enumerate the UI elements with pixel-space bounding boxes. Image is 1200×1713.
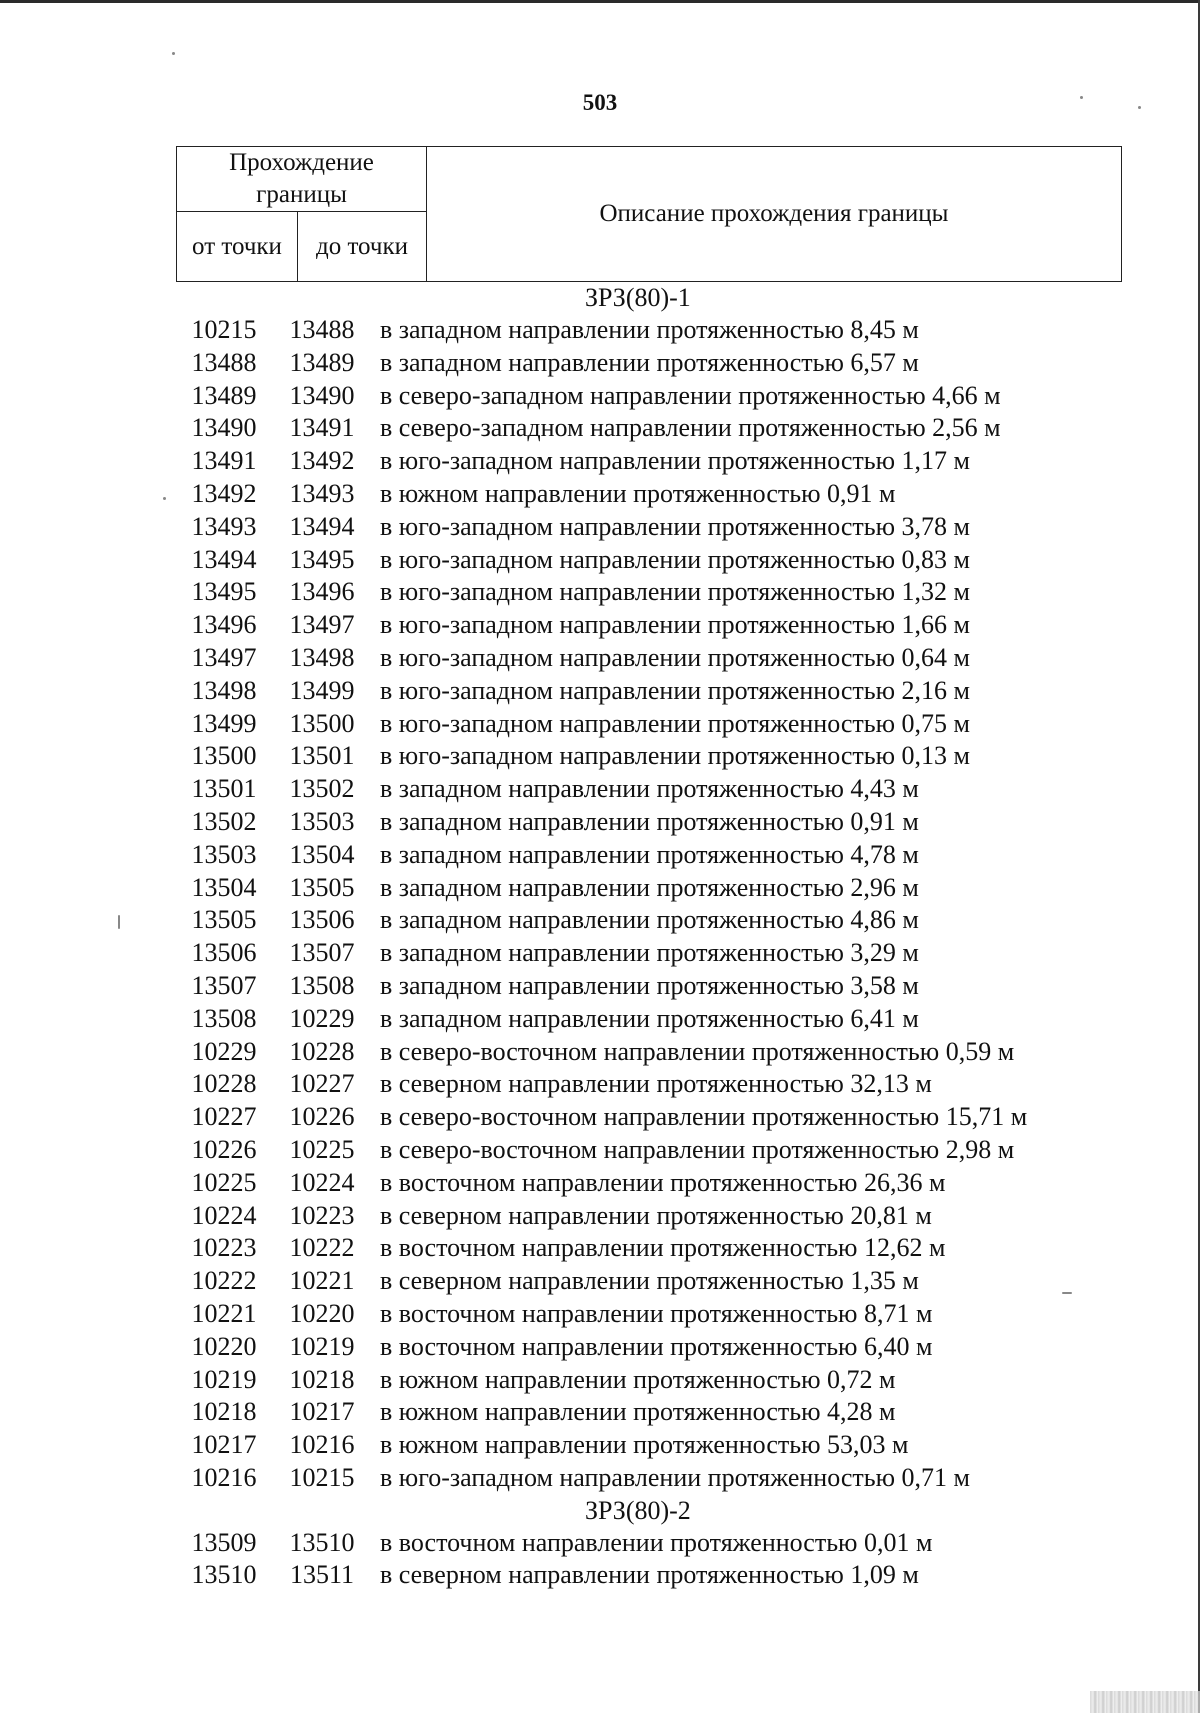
table-row: [176, 642, 1122, 675]
boundary-description: в юго-западном направлении протяженностью 1,66 м: [380, 610, 970, 640]
boundary-description: в северо-западном направлении протяженностью 4,66 м: [380, 380, 1001, 410]
table-row: [176, 937, 1122, 970]
to-point: 13497: [289, 610, 355, 640]
to-point: 10217: [289, 1397, 355, 1427]
from-point: 10227: [191, 1102, 257, 1132]
to-point: 10229: [289, 1003, 355, 1033]
boundary-description: в западном направлении протяженностью 0,91 м: [380, 806, 919, 836]
from-point: 10225: [191, 1167, 257, 1197]
from-point: 10223: [191, 1233, 257, 1263]
table-row: [176, 1462, 1122, 1495]
from-point: 13503: [191, 839, 257, 869]
from-point: 13498: [191, 675, 257, 705]
table-row: [176, 1101, 1122, 1134]
table-header: [176, 146, 1122, 282]
table-row: [176, 544, 1122, 577]
to-point: 10224: [289, 1167, 355, 1197]
to-point: 10220: [289, 1298, 355, 1328]
scan-speck: [118, 915, 120, 929]
table-row: [176, 675, 1122, 708]
scan-speck: [172, 52, 175, 55]
table-row: [176, 576, 1122, 609]
table-row: [176, 1036, 1122, 1069]
to-point: 10228: [289, 1036, 355, 1066]
to-point: 10216: [289, 1430, 355, 1460]
to-point: 13488: [289, 315, 355, 344]
header-from-label: от точки: [177, 212, 298, 282]
boundary-description: в западном направлении протяженностью 4,78 м: [380, 839, 919, 869]
table-row: [176, 380, 1122, 413]
boundary-description: в восточном направлении протяженностью 8,71 м: [380, 1298, 933, 1328]
from-point: 13504: [191, 872, 257, 902]
to-point: 13495: [289, 544, 355, 574]
table-row: [176, 445, 1122, 478]
to-point: 10227: [289, 1069, 355, 1099]
table-row: [176, 347, 1122, 380]
table-row: [176, 609, 1122, 642]
to-point: 13511: [289, 1560, 355, 1590]
table-row: [176, 1559, 1122, 1592]
from-point: 10215: [191, 315, 257, 344]
boundary-description: в юго-западном направлении протяженностью 1,32 м: [380, 577, 970, 607]
to-point: 13507: [289, 938, 355, 968]
header-passage-label: Прохождение границы: [177, 147, 427, 212]
from-point: 13500: [191, 741, 257, 771]
from-point: 10217: [191, 1430, 257, 1460]
boundary-description: в южном направлении протяженностью 0,72 м: [380, 1364, 896, 1394]
from-point: 10226: [191, 1134, 257, 1164]
from-point: 13505: [191, 905, 257, 935]
boundary-description: в северном направлении протяженностью 20,81 м: [380, 1200, 932, 1230]
boundary-description: в юго-западном направлении протяженностью 3,78 м: [380, 511, 970, 541]
from-point: 10224: [191, 1200, 257, 1230]
boundary-description: в западном направлении протяженностью 2,96 м: [380, 872, 919, 902]
boundary-description: в западном направлении протяженностью 6,57 м: [380, 347, 919, 377]
to-point: 10225: [289, 1134, 355, 1164]
header-description-label: Описание прохождения границы: [427, 147, 1122, 282]
to-point: 13489: [289, 347, 355, 377]
scan-speck: [1138, 106, 1141, 109]
from-point: 13502: [191, 806, 257, 836]
from-point: 13490: [191, 413, 257, 443]
table-row: [176, 1527, 1122, 1560]
to-point: 13503: [289, 806, 355, 836]
boundary-description: в южном направлении протяженностью 4,28 м: [380, 1397, 896, 1427]
boundary-description: в западном направлении протяженностью 6,41 м: [380, 1003, 919, 1033]
to-point: 13502: [289, 774, 355, 804]
from-point: 13495: [191, 577, 257, 607]
table-row: [176, 1200, 1122, 1233]
scan-noise: [1090, 1691, 1200, 1713]
boundary-description: в северо-восточном направлении протяженностью 2,98 м: [380, 1134, 1015, 1164]
to-point: 13499: [289, 675, 355, 705]
table-row: [176, 1265, 1122, 1298]
boundary-description: в северо-восточном направлении протяженностью 0,59 м: [380, 1036, 1015, 1066]
to-point: 13501: [289, 741, 355, 771]
table-row: [176, 872, 1122, 905]
from-point: 13488: [191, 347, 257, 377]
boundary-description: в северо-западном направлении протяженностью 2,56 м: [380, 413, 1001, 443]
scan-speck: [163, 497, 166, 500]
to-point: 13510: [289, 1527, 355, 1557]
table-row: [176, 1134, 1122, 1167]
to-point: 13491: [289, 413, 355, 443]
from-point: 10221: [191, 1298, 257, 1328]
boundary-description: в западном направлении протяженностью 8,45 м: [380, 315, 919, 344]
boundary-description: в северном направлении протяженностью 1,09 м: [380, 1560, 919, 1590]
from-point: 13497: [191, 642, 257, 672]
table-row: [176, 740, 1122, 773]
table-row: [176, 1232, 1122, 1265]
from-point: 13501: [191, 774, 257, 804]
from-point: 10220: [191, 1331, 257, 1361]
to-point: 13494: [289, 511, 355, 541]
to-point: 10221: [289, 1266, 355, 1296]
from-point: 13507: [191, 970, 257, 1000]
from-point: 10219: [191, 1364, 257, 1394]
boundary-description: в западном направлении протяженностью 3,29 м: [380, 938, 919, 968]
boundary-description: в юго-западном направлении протяженностью 0,13 м: [380, 741, 970, 771]
table-row: [176, 1167, 1122, 1200]
boundary-description: в северо-восточном направлении протяженностью 15,71 м: [380, 1102, 1028, 1132]
from-point: 13493: [191, 511, 257, 541]
from-point: 13491: [191, 446, 257, 476]
boundary-description: в восточном направлении протяженностью 6,40 м: [380, 1331, 933, 1361]
to-point: 13498: [289, 642, 355, 672]
from-point: 13489: [191, 380, 257, 410]
to-point: 13504: [289, 839, 355, 869]
to-point: 10222: [289, 1233, 355, 1263]
table-row: [176, 511, 1122, 544]
boundary-description: в юго-западном направлении протяженностью 0,83 м: [380, 544, 970, 574]
from-point: 13506: [191, 938, 257, 968]
from-point: 13494: [191, 544, 257, 574]
to-point: 13492: [289, 446, 355, 476]
to-point: 13505: [289, 872, 355, 902]
table-row: [176, 1298, 1122, 1331]
boundary-description: в восточном направлении протяженностью 0,01 м: [380, 1527, 933, 1557]
from-point: 13508: [191, 1003, 257, 1033]
boundary-description: в юго-западном направлении протяженностью 0,71 м: [380, 1462, 970, 1492]
scan-speck: [1062, 1292, 1072, 1294]
boundary-description: в южном направлении протяженностью 53,03 м: [380, 1430, 909, 1460]
from-point: 13510: [191, 1560, 257, 1590]
to-point: 10226: [289, 1102, 355, 1132]
to-point: 13500: [289, 708, 355, 738]
boundary-description: в западном направлении протяженностью 3,58 м: [380, 970, 919, 1000]
from-point: 13499: [191, 708, 257, 738]
boundary-description: в западном направлении протяженностью 4,86 м: [380, 905, 919, 935]
boundary-description: в северном направлении протяженностью 1,35 м: [380, 1266, 919, 1296]
boundary-description: в юго-западном направлении протяженностью 0,75 м: [380, 708, 970, 738]
table-row: [176, 708, 1122, 741]
boundary-description: в юго-западном направлении протяженностью 1,17 м: [380, 446, 970, 476]
boundary-description: в юго-западном направлении протяженностью 2,16 м: [380, 675, 970, 705]
section-title: ЗРЗ(80)-2: [585, 1495, 691, 1525]
table-row: [176, 1396, 1122, 1429]
to-point: 13508: [289, 970, 355, 1000]
table-row: [176, 1364, 1122, 1397]
table-row: [176, 1068, 1122, 1101]
section-title: ЗРЗ(80)-1: [585, 283, 691, 312]
boundary-description: в восточном направлении протяженностью 12,62 м: [380, 1233, 946, 1263]
boundary-description: в западном направлении протяженностью 4,43 м: [380, 774, 919, 804]
table-row: [176, 904, 1122, 937]
to-point: 10219: [289, 1331, 355, 1361]
table-row: [176, 773, 1122, 806]
from-point: 13492: [191, 478, 257, 508]
boundary-description: в восточном направлении протяженностью 26,36 м: [380, 1167, 946, 1197]
to-point: 13506: [289, 905, 355, 935]
to-point: 10223: [289, 1200, 355, 1230]
from-point: 13496: [191, 610, 257, 640]
table-row: [176, 970, 1122, 1003]
table-row: [176, 1003, 1122, 1036]
from-point: 10216: [191, 1462, 257, 1492]
to-point: 10218: [289, 1364, 355, 1394]
from-point: 10218: [191, 1397, 257, 1427]
to-point: 13496: [289, 577, 355, 607]
table-row: [176, 806, 1122, 839]
boundary-description: в южном направлении протяженностью 0,91 м: [380, 478, 896, 508]
table-row: [176, 314, 1122, 347]
page-number: 503: [582, 90, 618, 115]
from-point: 10228: [191, 1069, 257, 1099]
boundary-description: в юго-западном направлении протяженностью 0,64 м: [380, 642, 970, 672]
table-row: [176, 839, 1122, 872]
boundary-table-body: [176, 282, 1122, 1592]
to-point: 13493: [289, 478, 355, 508]
to-point: 13490: [289, 380, 355, 410]
table-row: [176, 1429, 1122, 1462]
boundary-description: в северном направлении протяженностью 32,13 м: [380, 1069, 932, 1099]
table-row: [176, 1331, 1122, 1364]
scan-edge-top: [0, 0, 1200, 3]
header-to-label: до точки: [298, 212, 427, 282]
table-row: [176, 478, 1122, 511]
from-point: 13509: [191, 1527, 257, 1557]
scan-speck: [1080, 96, 1083, 99]
from-point: 10222: [191, 1266, 257, 1296]
to-point: 10215: [289, 1462, 355, 1492]
table-row: [176, 412, 1122, 445]
from-point: 10229: [191, 1036, 257, 1066]
